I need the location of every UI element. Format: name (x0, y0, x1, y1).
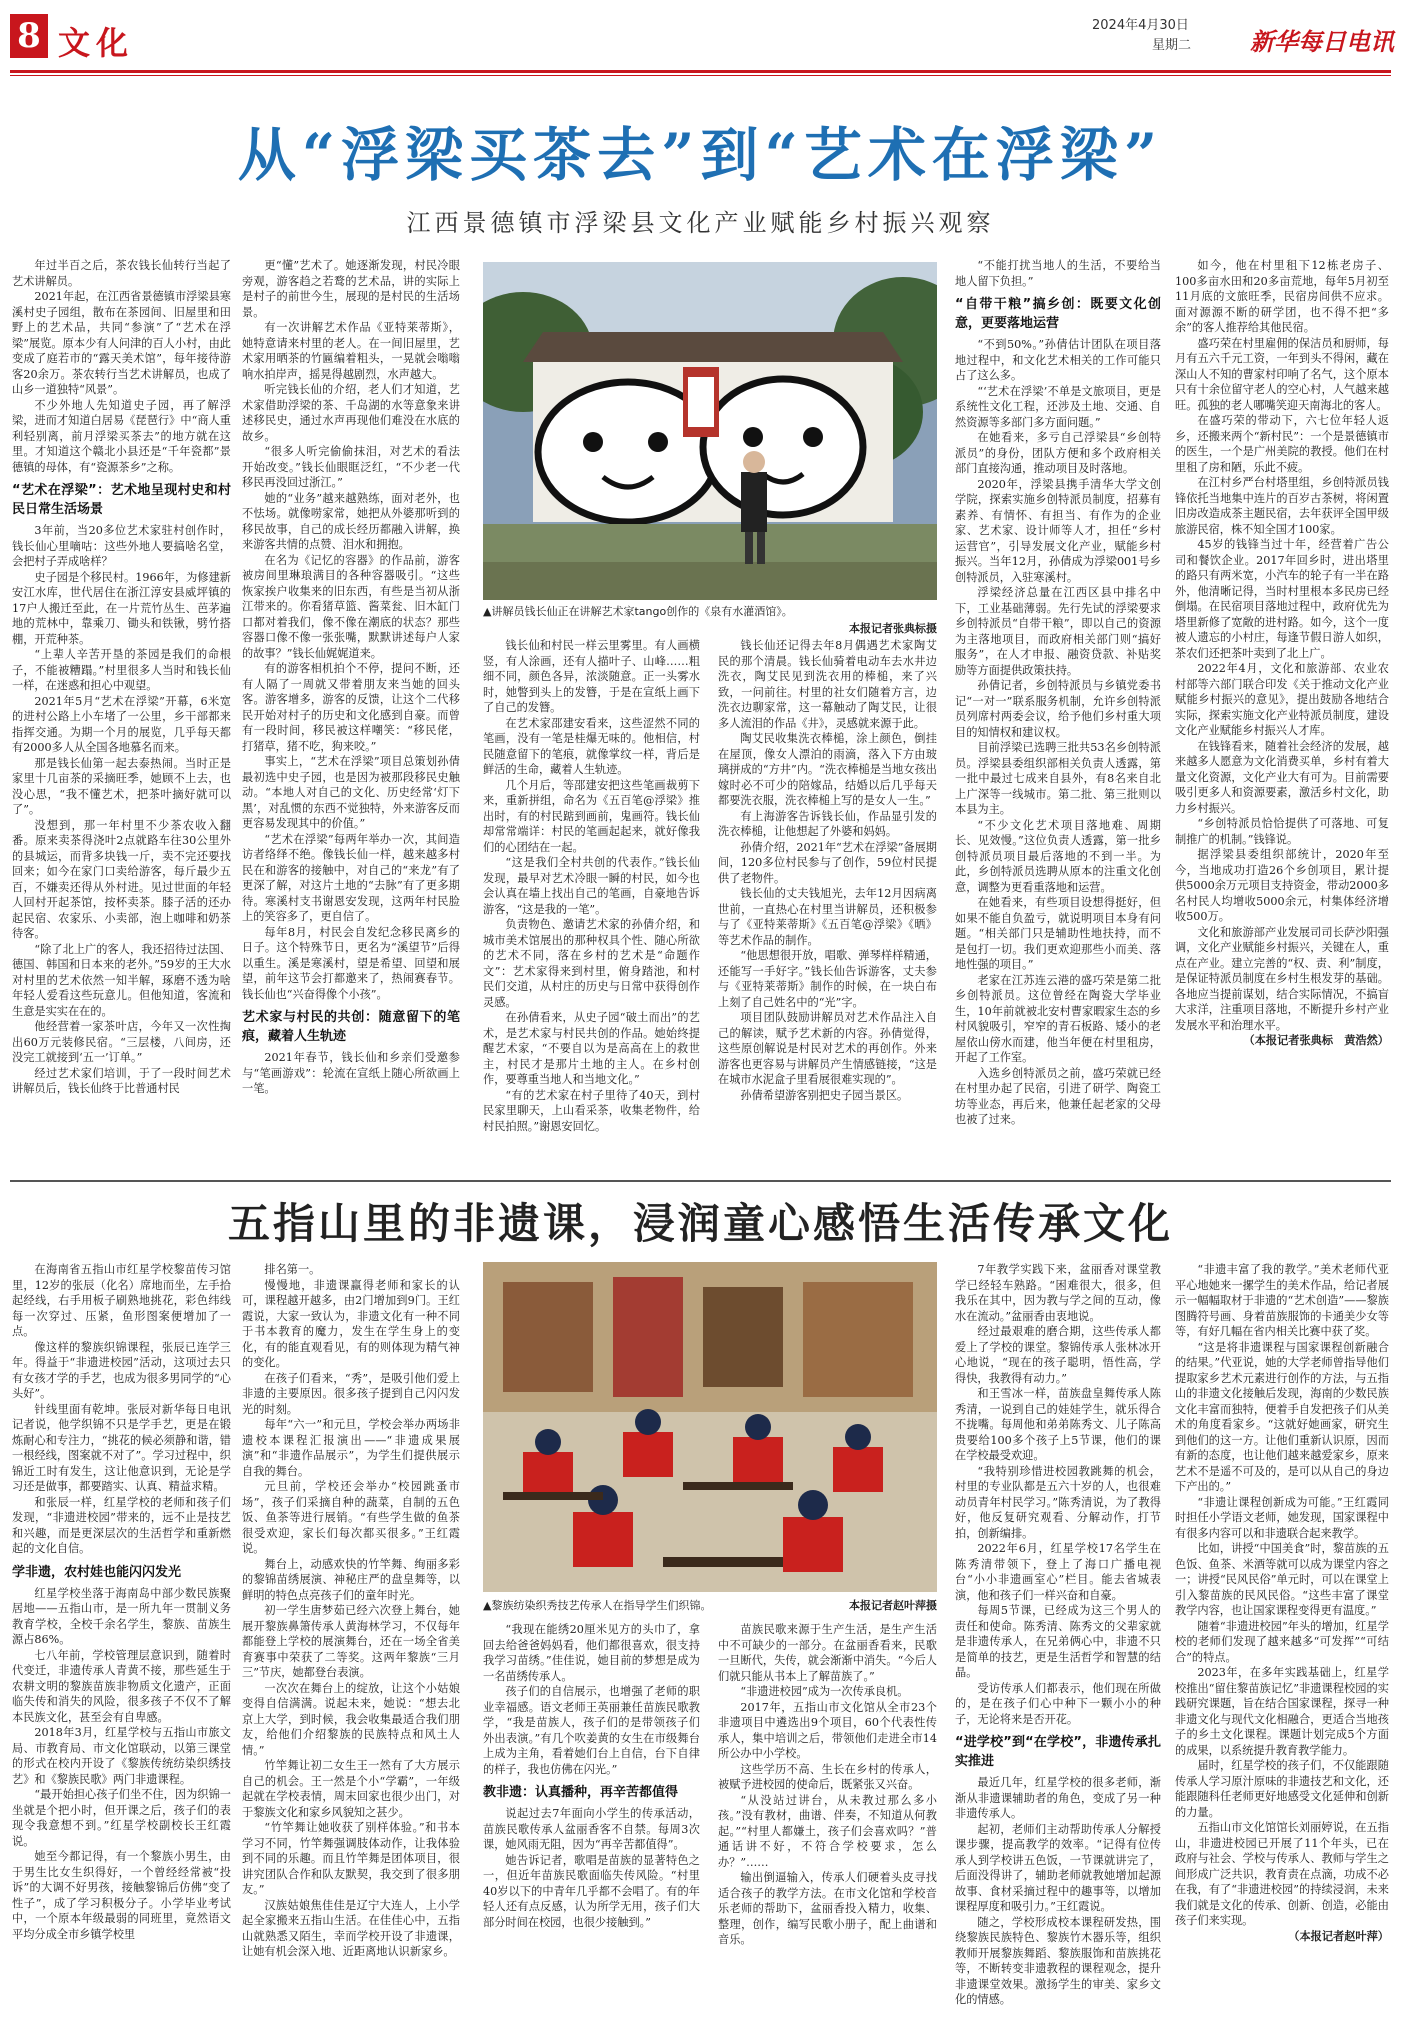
paragraph: 2020年，浮梁县携手清华大学文创学院，探索实施乡创特派员制度，招募有素养、有情怀、有担当、有作为的企业家、艺术家、设计师等人才，担任“乡村运营官”，引导发展文化产业，赋能乡村振兴。当年12月，孙倩成为浮梁001号乡创特派员，入驻寒溪村。 (955, 477, 1161, 584)
paragraph: 7年教学实践下来，盆丽香对课堂教学已经轻车熟路。“困难很大，很多，但我乐在其中，因为教与学之间的互动，像水在流动。”盆丽香由衷地说。 (955, 1263, 1161, 1323)
paragraph: 随着“非遗进校园”年头的增加，红星学校的老师们发现了越来越多“可发挥”“可结合”的特点。 (1175, 1619, 1389, 1664)
paragraph: 最近几年，红星学校的很多老师，渐渐从非遗课辅助者的角色，变成了另一种非遗传承人。 (955, 1776, 1161, 1820)
paragraph: “有的艺术家在村子里待了40天，到村民家里聊天，上山看采茶，收集老物件，给村民拍照。”谢恩安回忆。 (483, 1088, 700, 1133)
paragraph: “这是将非遗课程与国家课程创新融合的结果。”代亚说，她的大学老师曾指导他们提取家乡艺术元素进行创作的方法，与五指山的非遗文化接触后发现，海南的少数民族文化丰富而独特，便着手自发把孩子们从美术的角度看家乡。“这就好她画家，研究生到他们的这一方。让他们重新认识原，因而有新的态度，也让他们越来越爱家乡，原来艺术不是遥不可及的，是可以从自己的身边下产出的。” (1175, 1340, 1389, 1493)
paragraph: 3年前，当20多位艺术家驻村创作时，钱长仙心里嘀咕：这些外地人要搞啥名堂，会把村子弄成啥样？ (12, 524, 231, 568)
paragraph: 浮梁经济总量在江西区县中排名中下，工业基础薄弱。先行先试的浮梁要求乡创特派员“自带干粮”，即以自己的资源为主落地项目，而政府相关部门则“搞好服务”，在人才申报、融资贷款、补贴奖励等方面提供政策扶持。 (955, 586, 1161, 677)
paragraph: 每周5节课，已经成为这三个男人的责任和使命。陈秀清、陈秀文的父辈家就是非遗传承人，在兄弟俩心中，非遗不只是简单的技艺，更是生活哲学和智慧的结晶。 (955, 1604, 1161, 1679)
issue-weekday: 星期二 (1152, 38, 1192, 53)
article1-section-heading-1: “艺术在浮梁”：艺术地呈现村史和村民日常生活场景 (12, 483, 231, 517)
article1-column-2 (242, 258, 460, 1170)
paragraph: 负责物色、邀请艺术家的孙倩介绍，和城市美术馆展出的那种权具个性、随心所欲的艺术不同，落在乡村的艺术是“命题作文”：艺术家得来到村里，俯身踏池，和村民们交道，从村庄的历史与日常中获得创作灵感。 (483, 918, 700, 1009)
paragraph: 没想到，那一年村里不少茶农收入翻番。原来卖茶得浇叶2点就路车往30公里外的县城运，而背多块钱一斤，卖不完还要找回来；如今在家门口卖给游客，每斤最少五百，不嫌卖还得从外村进。见过世面的年轻人回村开起茶馆，按杯卖茶。膝子活的还办起民宿、农家乐、小卖部，泡上咖啡和奶茶待客。 (12, 818, 231, 940)
paragraph: “艺术在浮梁”每两年举办一次，其间造访者络绎不绝。像钱长仙一样，越来越多村民在和游客的接触中，对自己的“来龙”有了更深了解，对这片土地的“去脉”有了更多期待。寒溪村支书谢恩安发现，这两年村民脸上的笑容多了，更自信了。 (242, 832, 460, 923)
photo-weaving-class (483, 1262, 937, 1592)
paragraph: “非遗让课程创新成为可能。”王红霞同时担任小学语文老师，她发现，国家课程中有很多内容可以和非遗联合起来教学。 (1175, 1495, 1389, 1540)
paragraph: 在江村乡严台村塔里组，乡创特派员钱锋依托当地集中连片的百岁古茶树，将闲置旧房改造成茶主题民宿，去年获评全国甲级旅游民宿，株不知全国才100家。 (1175, 476, 1389, 536)
paragraph: 2021年春节，钱长仙和乡亲们受邀参与“笔画游戏”：轮流在宣纸上随心所欲画上一笔。 (242, 1051, 460, 1095)
paragraph: 排名第一。 (264, 1263, 321, 1276)
paragraph: 孙倩介绍，2021年“艺术在浮梁”备展期间，120多位村民参与了创作，59位村民提供了老物件。 (718, 840, 937, 885)
paragraph: “非遗丰富了我的教学。”美术老师代亚平心地她来一摞学生的美术作品，给记者展示一幅幅取材于非遗的“艺术创造”——黎族图腾符号画、身着苗族服饰的卡通美少女等等，有好几幅在省内相关比赛中获了奖。 (1175, 1263, 1389, 1338)
article1-photo (483, 262, 937, 600)
paragraph: 竹竿舞让初二女生王一然有了大方展示自己的机会。王一然是个小“学霸”，一年级起就在学校表情，周末回家也很少出门，对于黎族文化和家乡风貌知之甚少。 (242, 1759, 460, 1819)
paragraph: 比如，讲授“中国美食”时，黎苗族的五色饭、鱼茶、米酒等就可以成为课堂内容之一；讲授“民风民俗”单元时，可以在课堂上引入黎苗族的民风民俗。“这些丰富了课堂教学内容，也让国家课程变得更有温度。” (1175, 1542, 1389, 1617)
article1-photo-credit: 本报记者张典标摄 (849, 622, 937, 635)
article1-section-heading-3: “自带干粮”搞乡创：既要文化创意，更要落地运营 (955, 297, 1161, 331)
photo-house-mural (483, 262, 937, 600)
paragraph: 老家在江苏连云港的盛巧荣是第二批乡创特派员。这位曾经在陶瓷大学毕业生，10年前就被北安村曹家暇家生态的乡村风貌吸引，窄窄的青石板路、矮小的老屋依山傍水而建，他当年便在村里租房，开起了工作室。 (955, 973, 1161, 1064)
paragraph: 她告诉记者，歌唱是苗族的显著特色之一，但近年苗族民歌面临失传风险。“村里40岁以下的中青年几乎都不会唱了。有的年轻人还有点反感，认为所学无用，孩子们大部分时间在校园，也很少接触到。” (483, 1853, 700, 1929)
paragraph: 2022年6月，红星学校17名学生在陈秀清带领下，登上了海口广播电视台“小小非遗画室心”栏目。能去省城表演，他和孩子们一样兴奋和自豪。 (955, 1542, 1161, 1602)
paragraph: “他思想很开放，唱歌、弹琴样样精通，还能写一手好字。”钱长仙告诉游客，丈夫参与《亚特莱蒂斯》制作的时候，在一块白布上刻了自己姓名中的“光”字。 (718, 949, 937, 1009)
paragraph: “很多人听完偷偷抹泪，对艺术的看法开始改变。”钱长仙眼眶泛红，“不少老一代移民再没回过浙江。” (242, 445, 460, 489)
paragraph: 有上海游客告诉钱长仙，作品显引发的洗衣棒槌，让他想起了外婆和妈妈。 (718, 809, 937, 838)
issue-date: 2024年4月30日 (1092, 18, 1189, 33)
paragraph: 随之，学校形成校本课程研发热，围绕黎族民族特色、黎族竹木器乐等，组织教师开展黎族舞蹈、黎族服饰和苗族挑花等，不断转变非遗教程的课程观念，提升非遗课堂效果。激扬学生的审美、家乡文化的情感。 (955, 1915, 1161, 2006)
paragraph: 陶艾民收集洗衣棒槌，涂上颜色，倒挂在屋顶，像女人漂泊的雨滴，落入下方由玻璃拼成的“方井”内。“洗衣棒槌是当地女孩出嫁时必不可少的陪嫁品，结婚以后几乎每天都要洗衣服，洗衣棒槌上写的是女人一生。” (718, 732, 937, 807)
paragraph: 这些学历不高、生长在乡村的传承人，被赋予进校园的使命后，既紧张又兴奋。 (718, 1762, 937, 1791)
paragraph: “‘艺术在浮梁’不单是文旅项目，更是系统性文化工程，还涉及土地、交通、自然资源等多部门多方面问题。” (955, 384, 1161, 429)
paragraph: 经过最艰难的磨合期，这些传承人都爱上了学校的课堂。黎锦传承人张林冰开心地说，“现在的孩子聪明，悟性高，学得快，我教得有动力。” (955, 1325, 1161, 1385)
header-rule (10, 70, 1391, 73)
paragraph: 2021年5月“艺术在浮梁”开幕，6米宽的进村公路上小车堵了一公里，乡干部都来指挥交通。为期一个月的展览，几乎每天都有2000多人从全国各地慕名而来。 (12, 694, 231, 754)
paragraph: 在盛巧荣的带动下，六七位年轻人返乡，还搬来两个“新村民”：一个是景德镇市的医生，一个是广州美院的教授。他们在村里租了房和陋，乐此不疲。 (1175, 414, 1389, 474)
paragraph: 孙倩记者，乡创特派员与乡镇党委书记“一对一”联系服务机制，允许乡创特派员列席村两委会议，给予他们乡村重大项目的知情权和建议权。 (955, 679, 1161, 739)
article1-column-5 (955, 258, 1161, 1170)
paragraph: 项目团队鼓励讲解员对艺术作品注入自己的解读，赋予艺术新的内容。孙倩觉得，这些原创解说是村民对艺术的再创作。外来游客也更容易与讲解员产生情感链接，“这是在城市水泥盒子里看展很难实现的”。 (718, 1011, 937, 1086)
paragraph: 钱长仙的丈夫钱旭光，去年12月因病离世前，一直热心在村里当讲解员，还积极参与了《亚特莱蒂斯》《五百笔@浮梁》《晒》等艺术作品的制作。 (718, 887, 937, 947)
paragraph: “我现在能绣20厘米见方的头巾了，拿回去给爸爸妈妈看，他们都很喜欢，很支持我学习苗绣。”佳佳说，她目前的梦想是成为一名苗绣传承人。 (483, 1623, 700, 1683)
paragraph: 每年“六一”和元旦，学校会举办两场非遗校本课程汇报演出——“非遗成果展演”和“非遗作品展示”，为学生们提供展示自我的舞台。 (242, 1418, 460, 1478)
paragraph: 在海南省五指山市红星学校黎苗传习馆里，12岁的张辰（化名）席地而坐，左手拾起经线，右手用板子刷熟地挑花，彩色纬线每一次穿过、压紧，鱼形图案便增加了一点。 (12, 1263, 231, 1338)
article2-section-heading-2: 教非遗：认真播种，再辛苦都值得 (483, 1785, 679, 1800)
paragraph: 舞台上，动感欢快的竹竿舞、绚丽多彩的黎锦苗绣展演、神秘庄严的盘皇舞等，以鲜明的特色点亮孩子们的童年时光。 (242, 1557, 460, 1602)
article2-column-3 (483, 1622, 700, 2022)
paragraph: 入选乡创特派员之前，盛巧荣就已经在村里办起了民宿，引进了研学、陶瓷工坊等业态，再后来，他兼任起老家的父母也被了过来。 (955, 1066, 1161, 1126)
paragraph: 更“懂”艺术了。她逐渐发现，村民冷眼旁观，游客趋之若鹜的艺术品，讲的实际上是村子的前世今生，展现的是村民的生活场景。 (242, 259, 460, 319)
paragraph: “上辈人辛苦开垦的茶园是我们的命根子，不能被糟蹋。”村里很多人当时和钱长仙一样，在迷惑和担心中观望。 (12, 648, 231, 692)
paragraph: 七八年前，学校管理层意识到，随着时代变迁，非遗传承人青黄不接，那些延生于农耕文明的黎族苗族非物质文化遗产，正面临失传和消失的风险，很多孩子不仅不了解本民族文化，甚至会有自卑感。 (12, 1648, 231, 1724)
paragraph: 他经营着一家茶叶店，今年又一次性掏出60万元装修民宿。“三层楼，八间房，还没完工就接到‘五一’订单。” (12, 1020, 231, 1064)
paragraph: 事实上，“艺术在浮梁”项目总策划孙倩最初选中史子园，也是因为被那段移民史触动。“本地人对自己的文化、历史经常‘灯下黑’，对乱惯的东西不觉独特，外来游客反而更容易发现其中的价值。” (242, 755, 460, 830)
paragraph: 起初，老师们主动帮助传承人分解授课步骤，提高教学的效率。“记得有位传承人到学校讲五色饭，一节课就讲完了，后面没得讲了，辅助老师就教她增加起源故事、食材采摘过程中的趣事等，以增加课程厚度和吸引力。”王红霞说。 (955, 1822, 1161, 1913)
article2-column-6 (1175, 1262, 1389, 2022)
paragraph: 几个月后，等邵建安把这些笔画裁剪下来，重新拼组，命名为《五百笔@浮梁》推出时，有的村民踮到画前，鬼画符。钱长仙却常常端详：村民的笔画起起来，就好像我们的心团结在一起。 (483, 778, 700, 854)
paragraph: 据浮梁县委组织部统计，2020年至今，当地成功打造26个乡创项目，累计提供5000余万元项目支持资金，带动2000多名村民人均增收5000余元，村集体经济增收500万。 (1175, 848, 1389, 923)
paragraph: 慢慢地，非遗课赢得老师和家长的认可，课程越开越多，由2门增加到9门。王红霞说，大家一致认为，非遗文化有一种不同于书本教育的魔力，发生在学生身上的变化，有的能直观看见，有的则体现为精气神的变化。 (242, 1278, 460, 1369)
paragraph: “我特别珍惜进校园教跳舞的机会，村里的专业队都是五六十岁的人，也很难动员青年村民学习。”陈秀清说，为了教得好，他反复研究观看、分解动作，打节拍，创新编排。 (955, 1464, 1161, 1540)
article2-column-2 (242, 1262, 460, 2022)
article2-byline: （本报记者赵叶萍） (1288, 1928, 1389, 1943)
article1-subheadline: 江西景德镇市浮梁县文化产业赋能乡村振兴观察 (406, 209, 995, 237)
paragraph: 在孙倩看来，从史子园“破土而出”的艺术，是艺术家与村民共创的作品。她始终提醒艺术家，“不要自以为是高高在上的救世主，村民才是那片土地的主人。在乡村创作，要尊重当地人和当地文化。” (483, 1011, 700, 1086)
paragraph: “这是我们全村共创的代表作。”钱长仙发现，最早对艺术冷眼一瞬的村民，如今也会认真在墙上找出自己的笔画，自豪地告诉游客，“这是我的一笔”。 (483, 856, 700, 916)
paragraph: “不到50%。”孙倩估计团队在项目落地过程中，和文化艺术相关的工作可能只占了这么多。 (955, 338, 1161, 382)
paragraph: “不能打扰当地人的生活，不要给当地人留下负担。” (955, 259, 1161, 288)
article2-section-heading-1: 学非遗，农村娃也能闪闪发光 (12, 1564, 182, 1580)
paragraph: 钱长仙还记得去年8月偶遇艺术家陶艾民的那个清晨。钱长仙骑着电动车去水井边洗衣，陶艾民见到洗衣用的棒槌，来了兴致，一问前往。村里的社女们随着方言，边洗衣边聊家常，这一幕触动了陶艾民，让很多人流泪的作品《井》，灵感就来源于此。 (718, 639, 937, 730)
paragraph: “竹竿舞让她收获了别样体验。”和书本学习不同，竹竿舞强调肢体动作，让我体验到不同的乐趣。而且竹竿舞是团体项目，很讲究团队合作和队友默契，我交到了很多朋友。” (242, 1821, 460, 1896)
article2-photo-credit: 本报记者赵叶萍摄 (849, 1599, 937, 1612)
article2-photo (483, 1262, 937, 1592)
paragraph: 和王雪冰一样，苗族盘皇舞传承人陈秀清，一说到自己的娃娃学生，就乐得合不拢嘴。每周他和弟弟陈秀文、儿子陈高贵要给100多个孩子上5节课，他们的课在学校最受欢迎。 (955, 1387, 1161, 1462)
paragraph: “非遗进校园”成为一次传承良机。 (740, 1685, 909, 1698)
paragraph: 受访传承人们都表示，他们现在所做的，是在孩子们心中种下一颗小小的种子，无论将来是否开花。 (955, 1681, 1161, 1726)
paragraph: 目前浮梁已选聘三批共53名乡创特派员。浮梁县委组织部相关负责人透露，第一批中最过七成来自县外，有8名来自北上广深等一线城市。第二批、第三批则以本县为主。 (955, 741, 1161, 816)
article1-headline: 从“浮梁买茶去”到“艺术在浮梁” (237, 121, 1164, 189)
paragraph: 2023年，在多年实践基础上，红星学校推出“留住黎苗族记忆”非遗课程校园的实践研究课题，旨在结合国家课程，探寻一种非遗文化与现代文化相融合，更适合当地孩子的乡土文化课程。课题计划完成5个方面的成果，以系统提升教育教学能力。 (1175, 1666, 1389, 1757)
paragraph: 45岁的钱锋当过十年，经营着广告公司和餐饮企业。2017年回乡时，进出塔里的路只有两米宽，小汽车的轮子有一半在路外，他清晰记得，当时村里根本多民房已经倒塌。在民宿项目落地过程中，政府优先为塔里新修了宽敞的进村路。如今，这个一度被人遗忘的小村庄，每逢节假日游人如织，茶农们还把茶叶卖到了北上广。 (1175, 538, 1389, 660)
section-title: 文化 (58, 24, 135, 62)
article2-photo-caption: ▲黎族纺染织秀技艺传承人在指导学生们织锦。 (483, 1599, 712, 1612)
paragraph: 她至今都记得，有一个黎族小男生，由于男生比女生织得好，一个曾经经常被“投诉”的大调不好男孩，接触黎锦后仿佛“变了性子”，成了学习积极分子。小学毕业考试中，一个原本年级最弱的同班里，竟然语文平均分成全市乡镇学校里 (12, 1850, 231, 1941)
article1-column-3 (483, 638, 700, 1170)
article2-headline: 五指山里的非遗课，浸润童心感悟生活传承文化 (227, 1199, 1173, 1248)
paragraph: 钱长仙和村民一样云里雾里。有人画横竖，有人涂画，还有人描叶子、山峰……粗细不同，颜色各异，浓淡随意。正一头雾水时，她瞥到头上的发簪，于是在宣纸上画下了自己的发簪。 (483, 639, 700, 714)
article-divider (10, 1180, 1391, 1182)
article1-column-6 (1175, 258, 1389, 1170)
paragraph: 她的“业务”越来越熟练，面对老外，也不怯场。就像唠家常，她把从外婆那听到的移民故事，自己的成长经历都融入讲解，换来游客共情的点赞、泪水和拥抱。 (242, 491, 460, 551)
paragraph: 听完钱长仙的介绍，老人们才知道，艺术家借助浮梁的茶、千岛湖的水等意象来讲述移民史，通过水声再现他们难没在水底的故乡。 (242, 383, 460, 443)
paragraph: 在她看来，有些项目设想得挺好，但如果不能自负盈亏，就说明项目本身有问题。“相关部门只是辅助性地扶持，而不是包打一切。我们更欢迎那些小而美、落地性强的项目。” (955, 896, 1161, 971)
paragraph: 那是钱长仙第一起去泰热闹。当时正是家里十几亩茶的采摘旺季，她顾不上去，也没心思，“我不懂艺术，把茶叶摘好就可以了”。 (12, 756, 231, 816)
paragraph: “乡创特派员恰恰提供了可落地、可复制推广的机制。”钱锋说。 (1175, 817, 1389, 846)
page-number-badge: 8 (10, 14, 48, 58)
paragraph: 2018年3月，红星学校与五指山市旅文局、市教育局、市文化馆联动，以第三课堂的形式在校内开设了《黎族传统纺染织绣技艺》和《黎族民歌》两门非遗课程。 (12, 1726, 231, 1786)
paragraph: “不少文化艺术项目落地难、周期长、见效慢。”这位负责人透露，第一批乡创特派员项目最后落地的不到一半。为此，乡创特派员选聘从原本的注重文化创意，调整为更看重落地和运营。 (955, 818, 1161, 894)
paragraph: 和张辰一样，红星学校的老师和孩子们发现，“非遗进校园”带来的，远不止是技艺和兴趣，而是更深层次的生活哲学和重新燃起的文化自信。 (12, 1495, 231, 1555)
article1-section-heading-2: 艺术家与村民的共创：随意留下的笔痕，藏着人生轨迹 (242, 1010, 460, 1044)
paragraph: 2021年起，在江西省景德镇市浮梁县寒溪村史子园组，散布在茶园间、旧屋里和田野上的艺术品，共同“参演”了“艺术在浮梁”展览。原本少有人问津的百人小村，由此变成了庭若市的“露天美术馆”，每年接待游客20余万。茶农转行当艺术讲解员，也成了山乡一道独特“风景”。 (12, 290, 231, 396)
paragraph: 2022年4月，文化和旅游部、农业农村部等六部门联合印发《关于推动文化产业赋能乡村振兴的意见》，提出鼓励各地结合实际，探索实施文化产业特派员制度，建设文化产业赋能乡村振兴人才库。 (1175, 662, 1389, 737)
paragraph: 在她看来，多亏自己浮梁县“乡创特派员”的身份，团队方便和多个政府相关部门直接沟通，推动项目及时落地。 (955, 431, 1161, 475)
paragraph: 经过艺术家们培训，于了一段时间艺术讲解员后，钱长仙终于比普通村民 (12, 1066, 231, 1095)
paragraph: 在艺术家邵建安看来，这些涩然不同的笔画，没有一笔是桂爆无味的。他相信，村民随意留下的笔痕，就像掌纹一样，背后是鲜活的生命，藏着人生轨迹。 (483, 716, 700, 776)
paragraph: 苗族民歌来源于生产生活，是生产生活中不可缺少的一部分。在盆丽香看来，民歌一旦断代，失传，就会渐渐中消失。“今后人们就只能从书本上了解苗族了。” (718, 1623, 937, 1683)
paragraph: 输出倒逼输入，传承人们硬着头皮寻找适合孩子的教学方法。在市文化馆和学校音乐老师的帮助下，盆丽香投入精力，收集、整理，创作，编写民歌小册子，配上曲谱和音乐。 (718, 1871, 937, 1946)
paragraph: 五指山市文化馆馆长刘丽婷说，在五指山，非遗进校园已开展了11个年头，已在政府与社会、学校与传承人、教师与学生之间形成广泛共识，教育责在点滴，功成不必在我，有了“非遗进校园”的持续浸润，未来我们就是文化的传承、创新、创造，必能由孩子们来实现。 (1175, 1821, 1389, 1927)
paragraph: 在孩子们看来，“秀”，是吸引他们爱上非遗的主要原因。很多孩子提到自己闪闪发光的时刻。 (242, 1371, 460, 1416)
paragraph: 在名为《记忆的容器》的作品前，游客被房间里琳琅满目的各种容器吸引。“这些恢家挨户收集来的旧东西，有些是当初从浙江带来的。你看猪草篮、酱菜瓮、旧木缸门口都对着我们，像不像在潮底的状态？那些容器口像不像一张张嘴，默默讲述每户人家的故事？”钱长仙娓娓道来。 (242, 553, 460, 660)
paragraph: 孩子们的自信展示，也增强了老师的职业幸福感。语文老师王英丽兼任苗族民歌教学，“我是苗族人，孩子们的是带领孩子们外出表演。”有几个吹姜黄的女生在市级舞台上成为主角，看着她们台上自信，台下自律的样子，我也仿佛在闪光。” (483, 1685, 700, 1776)
paragraph: 有一次讲解艺术作品《亚特莱蒂斯》，她特意请来村里的老人。在一间旧屋里，艺术家用晒茶的竹匾编着粗头，一晃就会嗡嗡响水拍岸声，摇晃得越剧烈，水声越大。 (242, 321, 460, 381)
paragraph: 说起过去7年面向小学生的传承活动，苗族民歌传承人盆丽香客不自禁。每周3次课，她风雨无阻，因为“再辛苦都值得”。 (483, 1807, 700, 1851)
paragraph: “从没站过讲台，从未教过那么多小孩。”没有教材，曲谱、伴奏，不知道从何教起。”“村里人都嫌土，孩子们会喜欢吗？”普通话讲不好，不符合学校要求，怎么办？”…… (718, 1793, 937, 1869)
paragraph: “除了北上广的客人，我还招待过法国、德国、韩国和日本来的老外。”59岁的王大水对村里的艺术依然一知半解，琢磨不透为啥年轻人爱看这些玩意儿。但他知道，客流和生意是实实在在的。 (12, 942, 231, 1018)
article1-photo-caption: ▲讲解员钱长仙正在讲解艺术家tango创作的《泉有水灌酒馆》。 (483, 605, 793, 618)
article1-column-1 (12, 258, 231, 1170)
paragraph: 2017年，五指山市文化馆从全市23个非遗项目中遴选出9个项目，60个代表性传承人，集中培训之后，带领他们走进全市14所公办中小学校。 (718, 1700, 937, 1760)
paragraph: 汉族姑娘焦佳佳是辽宁大连人，上小学起全家搬来五指山生活。在佳佳心中，五指山就熟悉又陌生，幸而学校开设了非遗课，让她有机会深入地、近距离地认识新家乡。 (242, 1898, 460, 1958)
paragraph: 史子园是个移民村。1966年，为修建新安江水库，世代居住在浙江淳安县威坪镇的17户人搬迁至此，在一片荒竹丛生、芭茅遍地的荒林中，靠乘刀、锄头和铁锹，劈竹搭棚，开荒种茶。 (12, 570, 231, 646)
article1-byline: （本报记者张典标 黄浩然） (1243, 1033, 1389, 1047)
paragraph: 在钱锋看来，随着社会经济的发展，越来越多人愿意为文化消费买单，乡村有着大量文化资源，文化产业大有可为。目前需要吸引更多人和资源要素，激活乡村文化，助力乡村振兴。 (1175, 739, 1389, 815)
article2-column-5 (955, 1262, 1161, 2022)
paragraph: “最开始担心孩子们坐不住，因为织锦一坐就是个把小时，但开课之后，孩子们的表现令我意想不到。”红星学校副校长王红霞说。 (12, 1788, 231, 1848)
paragraph: 初一学生唐梦茹已经六次登上舞台，她展开黎族鼻箫传承人黄海林学习，不仅每年都能登上学校的展演舞台，还在一场全省美育赛事中荣获了二等奖。这两年黎族“三月三”节庆，她都登台表演。 (242, 1604, 460, 1679)
article2-section-heading-3: “进学校”到“在学校”，非遗传承扎实推进 (955, 1735, 1161, 1769)
article1-column-4 (718, 638, 937, 1170)
paragraph: 元旦前，学校还会举办“校园跳蚤市场”，孩子们采摘自种的蔬菜，自制的五色饭、鱼茶等进行展销。“有些学生做的鱼茶很受欢迎，家长们每次都买很多。”王红霞说。 (242, 1480, 460, 1555)
paragraph: 届时，红星学校的孩子们，不仅能跟随传承人学习原汁原味的非遗技艺和文化，还能跟随科任老师更好地感受文化延伸和创新的力量。 (1175, 1759, 1389, 1819)
paragraph: 文化和旅游部产业发展司司长萨沙阳强调，文化产业赋能乡村振兴，关键在人，重点在产业。建立完善的“权、责、利”制度，是保证特派员制度在乡村生根发芽的基础。各地应当提前谋划，结合实际情况，不搞盲大求洋，注重项目落地，不断提升乡村产业发展水平和治理水平。 (1175, 925, 1389, 1032)
paragraph: 孙倩希望游客别把史子园当景区。 (740, 1088, 909, 1102)
paragraph: 年过半百之后，茶农钱长仙转行当起了艺术讲解员。 (12, 259, 231, 288)
paragraph: 一次次在舞台上的绽放，让这个小姑娘变得自信满满。说起未来，她说：“想去北京上大学，到时候，我会收集最适合我们朋友，给他们介绍黎族的民族特点和风土人情。” (242, 1681, 460, 1757)
paragraph: 针线里面有乾坤。张辰对新华每日电讯记者说，他学织锦不只是学手艺，更是在锻炼耐心和专注力，“挑花的候必须静和谐，错一根经线，图案就不对了”。学习过程中，织锦近工时有发生，这让他意识到，无论是学习还是做事，都要踏实、认真、精益求精。 (12, 1402, 231, 1493)
paragraph: 盛巧荣在村里雇佣的保洁员和厨师，每月有五六千元工资，一年到头不得闲，藏在深山人不知的曹家村印响了名气，这个原本只有十余位留守老人的空心村，人气越来越旺。孤独的老人哪嘴笑迎天南海北的客人。 (1175, 336, 1389, 412)
paragraph: 红星学校坐落于海南岛中部少数民族聚居地——五指山市，是一所九年一贯制义务教育学校，全校千余名学生，黎族、苗族生源占86%。 (12, 1586, 231, 1646)
paragraph: 像这样的黎族织锦课程，张辰已连学三年。得益于“非遗进校园”活动，这项过去只有女孩才学的手艺，也成为很多男同学的“心头好”。 (12, 1340, 231, 1400)
paragraph: 有的游客相机拍个不停，提问不断，还有人隔了一周就又带着朋友来当她的回头客。游客增多，游客的反馈，让这个二代移民开始对村子的历史和文化感到自豪。而曾有一段时间，移民被这样嘲笑：“移民佬，打猪草，猪不吃，狗来咬。” (242, 662, 460, 753)
paragraph: 每年8月，村民会自发纪念移民离乡的日子。这个特殊节日，更名为“溪望节”后得以重生。溪是寒溪村，望是希望、回望和展望，前年这节会打都邀来了，热闹赛春节。钱长仙也“兴奋得像个小孩”。 (242, 925, 460, 1001)
newspaper-brand-logo: 新华每日电讯 (1250, 27, 1394, 56)
article2-column-4 (718, 1622, 937, 2022)
paragraph: 如今，他在村里租下12栋老房子、100多亩水田和20多亩荒地，每年5月初至11月底的文旅旺季，民宿房间供不应求。面对源源不断的研学团，也不得不把“多余”的客人推荐给其他民宿。 (1175, 259, 1389, 334)
article2-column-1 (12, 1262, 231, 2022)
paragraph: 不少外地人先知道史子园，再了解浮梁，进而才知道白居易《琵琶行》中“商人重利轻别离，前月浮梁买茶去”的地方就在这里。才知道这个赣北小县还是“千年瓷都”景德镇的母体，有“瓷源茶乡”之称。 (12, 398, 231, 474)
header-rule-thin (10, 75, 1391, 76)
